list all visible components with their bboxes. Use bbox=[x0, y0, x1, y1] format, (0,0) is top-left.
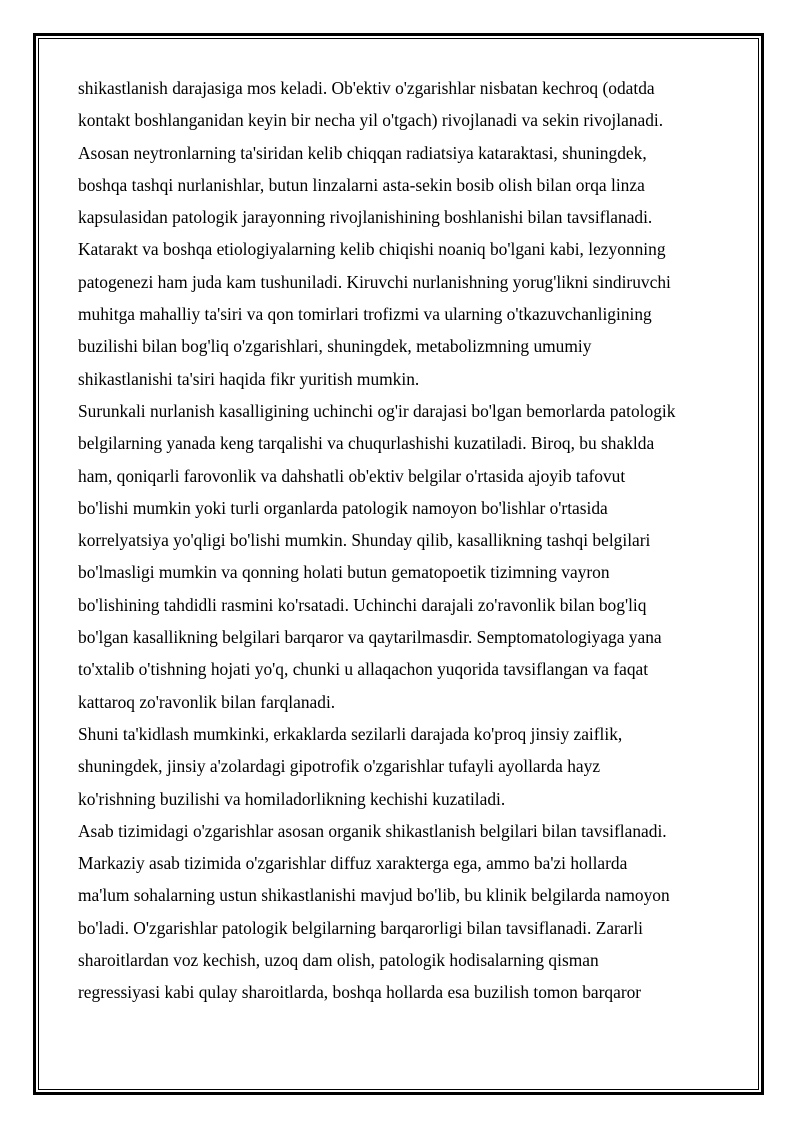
text-line: Surunkali nurlanish kasalligining uchinchi og'ir darajasi bo'lgan bemorlarda patologik bbox=[78, 400, 676, 421]
text-line: ham, qoniqarli farovonlik va dahshatli ob'ektiv belgilar o'rtasida ajoyib tafovut bbox=[78, 465, 626, 486]
text-line: bo'lmasligi mumkin va qonning holati butun gematopoetik tizimning vayron bbox=[78, 562, 610, 583]
text-line: muhitga mahalliy ta'siri va qon tomirlari trofizmi va ularning o'tkazuvchanligining bbox=[78, 304, 652, 325]
text-line: to'xtalib o'tishning hojati yo'q, chunki u allaqachon yuqorida tavsiflangan va faqat bbox=[78, 659, 649, 680]
text-line: Katarakt va boshqa etiologiyalarning kelib chiqishi noaniq bo'lgani kabi, lezyonning bbox=[78, 239, 666, 260]
text-line: kontakt boshlanganidan keyin bir necha yil o'tgach) rivojlanadi va sekin rivojlanadi. bbox=[78, 110, 664, 131]
text-line: sharoitlardan voz kechish, uzoq dam olish, patologik hodisalarning qisman bbox=[78, 950, 599, 971]
document-body bbox=[78, 72, 728, 1009]
text-line: patogenezi ham juda kam tushuniladi. Kiruvchi nurlanishning yorug'likni sindiruvchi bbox=[78, 271, 671, 292]
text-line: Asosan neytronlarning ta'siridan kelib chiqqan radiatsiya kataraktasi, shuningdek, bbox=[78, 142, 647, 163]
text-line: bo'lishi mumkin yoki turli organlarda patologik namoyon bo'lishlar o'rtasida bbox=[78, 497, 608, 518]
text-line: bo'lgan kasallikning belgilari barqaror va qaytarilmasdir. Semptomatologiyaga yana bbox=[78, 627, 662, 648]
text-line: bo'lishining tahdidli rasmini ko'rsatadi. Uchinchi darajali zo'ravonlik bilan bog'liq bbox=[78, 594, 647, 615]
text-line: korrelyatsiya yo'qligi bo'lishi mumkin. Shunday qilib, kasallikning tashqi belgilari bbox=[78, 530, 651, 551]
text-line: boshqa tashqi nurlanishlar, butun linzalarni asta-sekin bosib olish bilan orqa linza bbox=[78, 174, 645, 195]
text-line: bo'ladi. O'zgarishlar patologik belgilarning barqarorligi bilan tavsiflanadi. Zararli bbox=[78, 917, 644, 938]
text-line: kapsulasidan patologik jarayonning rivojlanishining boshlanishi bilan tavsiflanadi. bbox=[78, 207, 653, 228]
text-line: ma'lum sohalarning ustun shikastlanishi mavjud bo'lib, bu klinik belgilarda namoyon bbox=[78, 885, 670, 906]
text-line: buzilishi bilan bog'liq o'zgarishlari, shuningdek, metabolizmning umumiy bbox=[78, 336, 592, 357]
text-line: shikastlanish darajasiga mos keladi. Ob'ektiv o'zgarishlar nisbatan kechroq (odatda bbox=[78, 78, 655, 98]
text-line: belgilarning yanada keng tarqalishi va chuqurlashishi kuzatiladi. Biroq, bu shaklda bbox=[78, 433, 655, 454]
text-line: Asab tizimidagi o'zgarishlar asosan organik shikastlanish belgilari bilan tavsiflanadi. bbox=[78, 820, 667, 841]
text-line: Shuni ta'kidlash mumkinki, erkaklarda sezilarli darajada ko'proq jinsiy zaiflik, bbox=[78, 723, 623, 744]
text-line: ko'rishning buzilishi va homiladorlikning kechishi kuzatiladi. bbox=[78, 788, 506, 809]
text-line: Markaziy asab tizimida o'zgarishlar diffuz xarakterga ega, ammo ba'zi hollarda bbox=[78, 853, 628, 874]
text-line: shikastlanishi ta'siri haqida fikr yuritish mumkin. bbox=[78, 368, 420, 389]
text-line: shuningdek, jinsiy a'zolardagi gipotrofik o'zgarishlar tufayli ayollarda hayz bbox=[78, 756, 601, 777]
text-line: regressiyasi kabi qulay sharoitlarda, boshqa hollarda esa buzilish tomon barqaror bbox=[78, 982, 642, 1003]
text-line: kattaroq zo'ravonlik bilan farqlanadi. bbox=[78, 691, 336, 712]
